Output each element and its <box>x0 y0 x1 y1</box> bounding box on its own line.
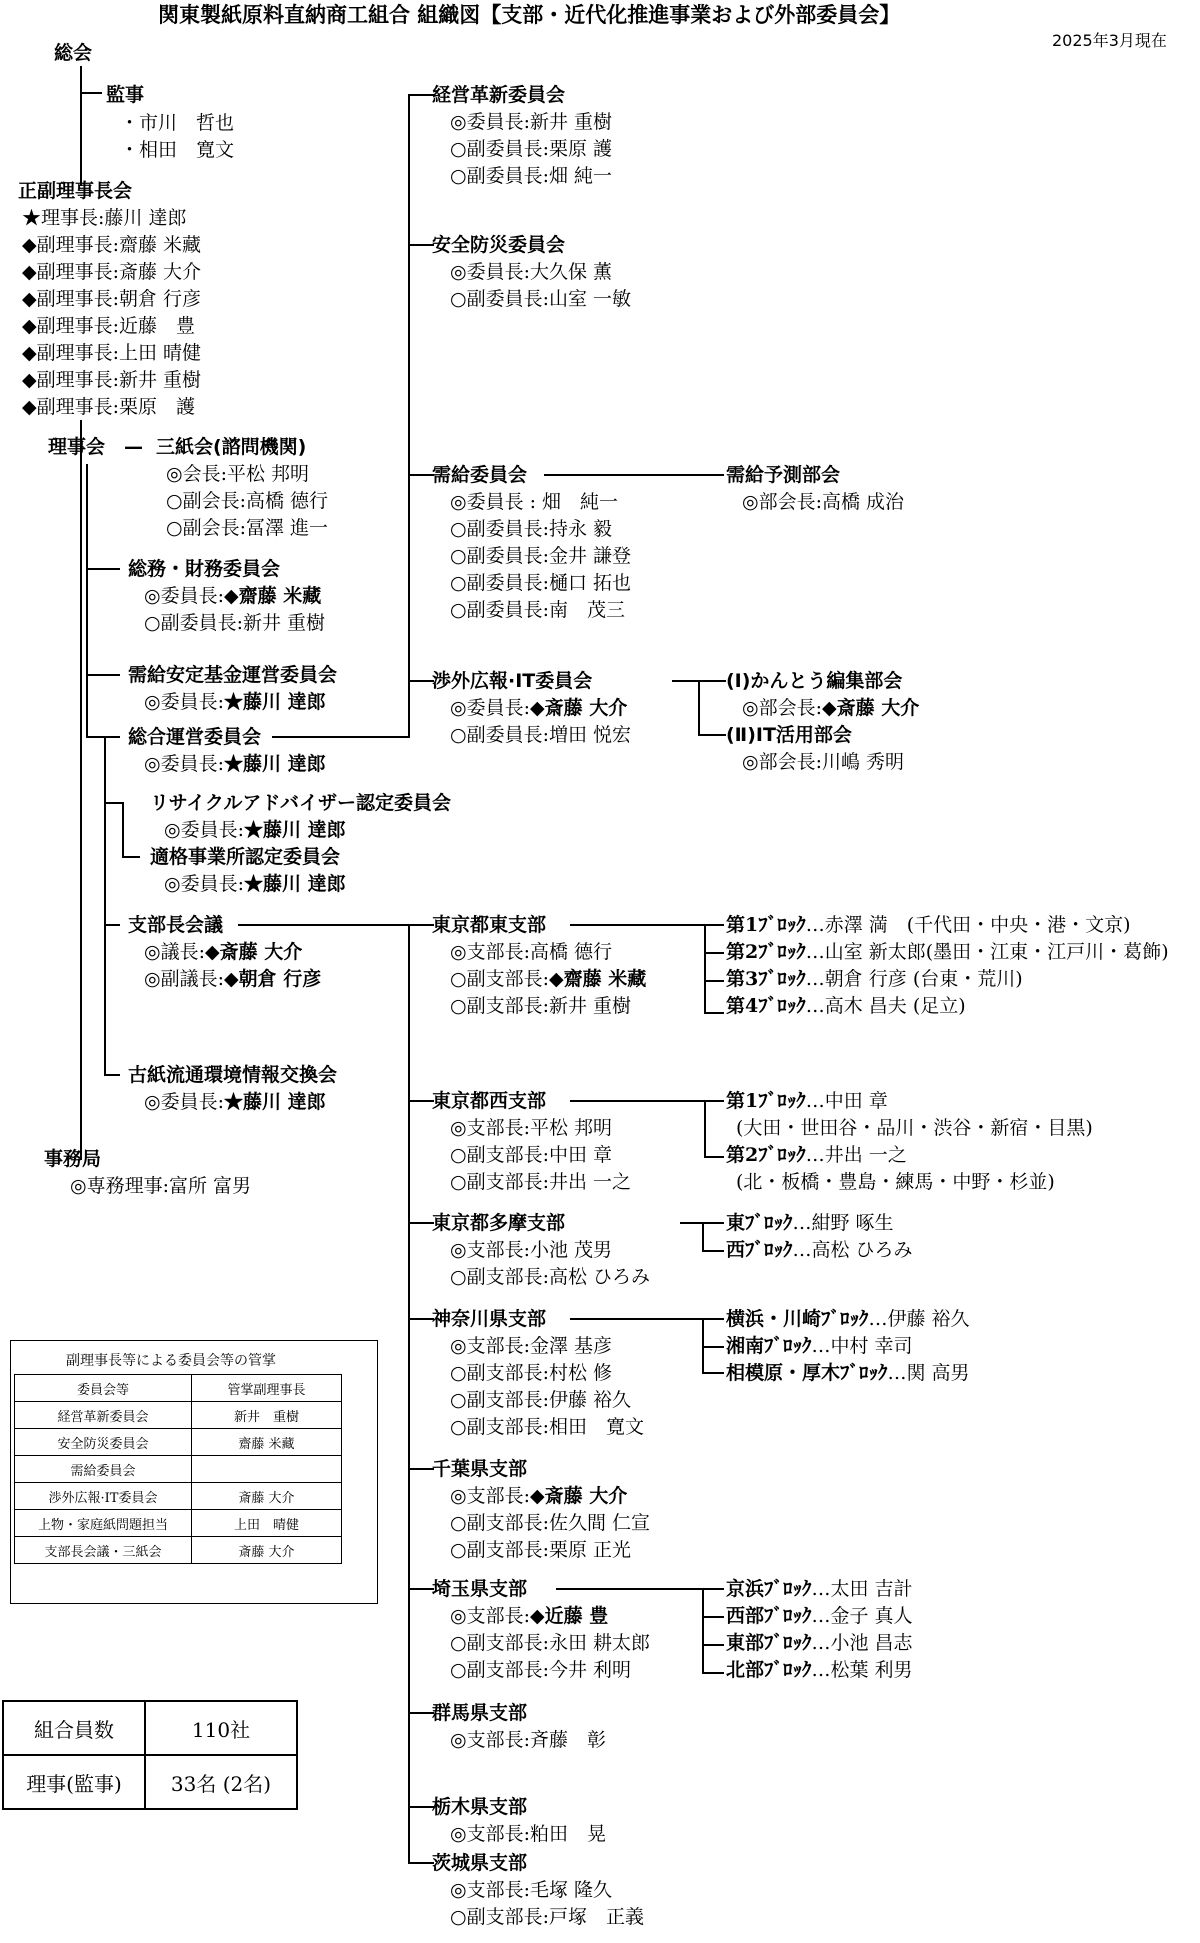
table-row <box>15 1429 342 1456</box>
trunk-line-upper <box>80 66 82 186</box>
counts-table <box>2 1700 298 1810</box>
shibucho-to-branches-line <box>238 924 434 926</box>
branch-saitama-member: ○副支部長:今井 利明 <box>450 1659 632 1681</box>
block-entry: 横浜・川崎ﾌﾞﾛｯｸ…伊藤 裕久 <box>726 1308 970 1330</box>
sanshi-member: ○副会長:冨澤 進一 <box>166 517 329 539</box>
chiba-branch-line <box>408 1468 434 1470</box>
trunk-line-lower <box>80 420 82 1160</box>
branch-higashi-vice: ○副支部長:◆齋藤 米藏 <box>450 968 647 990</box>
saitama-block3-line <box>702 1644 724 1646</box>
gunma-branch-line <box>408 1712 434 1714</box>
block-entry: 東部ﾌﾞﾛｯｸ…小池 昌志 <box>726 1632 913 1654</box>
saitama-branch-line <box>408 1588 434 1590</box>
shogai-chair: ◎委員長:◆斎藤 大介 <box>450 697 628 719</box>
sogo-branch-line <box>86 736 120 738</box>
branch-kanagawa-title: 神奈川県支部 <box>432 1308 547 1330</box>
it-branch-line <box>698 734 726 736</box>
branch-saitama-member: ○副支部長:永田 耕太郎 <box>450 1632 651 1654</box>
shibucho-chair: ◎議長:◆斎藤 大介 <box>144 941 303 963</box>
block-entry: 第1ﾌﾞﾛｯｸ…中田 章 <box>726 1090 888 1112</box>
somu-vice: ○副委員長:新井 重樹 <box>144 612 326 634</box>
block-area: (大田・世田谷・品川・渋谷・新宿・目黒) <box>736 1117 1093 1139</box>
branch-higashi-member: ◎支部長:高橋 德行 <box>450 941 613 963</box>
branch-ibaraki-member: ◎支部長:毛塚 隆久 <box>450 1879 613 1901</box>
branch-ibaraki-member: ○副支部長:戸塚 正義 <box>450 1906 644 1928</box>
page-title: 関東製紙原料直納商工組合 組織図【支部・近代化推進事業および外部委員会】 <box>158 3 901 27</box>
jukyu-member: ○副委員長:樋口 拓也 <box>450 572 632 594</box>
table-cell <box>192 1456 342 1483</box>
higashi-block-line <box>570 924 724 926</box>
jukyu-antei-title: 需給安定基金運営委員会 <box>128 664 338 686</box>
branch-nishi-title: 東京都西支部 <box>432 1090 547 1112</box>
riji-trunk-line <box>86 464 88 738</box>
saitama-block-trunk <box>702 1588 704 1674</box>
kanagawa-block3-line <box>702 1372 724 1374</box>
table-header-row <box>15 1375 342 1402</box>
shogai-title: 渉外広報·IT委員会 <box>432 670 593 692</box>
koshi-chair: ◎委員長:★藤川 達郎 <box>144 1091 326 1113</box>
table-cell: 斎藤 大介 <box>192 1537 342 1564</box>
branch-ibaraki-title: 茨城県支部 <box>432 1852 528 1874</box>
recycle-link-line <box>104 802 122 804</box>
yosoku-title: 需給予測部会 <box>726 464 841 486</box>
shogai-sub-line <box>698 680 700 734</box>
yosoku-member: ◎部会長:高橋 成治 <box>742 491 905 513</box>
block-entry: 第1ﾌﾞﾛｯｸ…赤澤 満 (千代田・中央・港・文京) <box>726 914 1131 936</box>
branch-kanagawa-member: ○副支部長:伊藤 裕久 <box>450 1389 632 1411</box>
tekikaku-branch-line <box>122 856 140 858</box>
sanshi-member: ○副会長:高橋 德行 <box>166 490 329 512</box>
kanagawa-block-line <box>570 1318 724 1320</box>
recycle-chair: ◎委員長:★藤川 達郎 <box>164 819 346 841</box>
counts-label: 組合員数 <box>3 1701 145 1755</box>
somu-branch-line <box>86 568 120 570</box>
higashi-block3-line <box>704 980 724 982</box>
branch-tama-member: ○副支部長:高松 ひろみ <box>450 1266 651 1288</box>
branches-trunk-line <box>408 924 410 1864</box>
jukyu-branch-line <box>408 474 434 476</box>
tochigi-branch-line <box>408 1806 434 1808</box>
keiei-branch-line <box>408 94 434 96</box>
kantou-title: (Ⅰ)かんとう編集部会 <box>726 670 903 692</box>
anzen-member: ◎委員長:大久保 薫 <box>450 261 613 283</box>
block-entry: 東ﾌﾞﾛｯｸ…紺野 啄生 <box>726 1212 894 1234</box>
recycle-title: リサイクルアドバイザー認定委員会 <box>150 792 451 814</box>
sogo-chair: ◎委員長:★藤川 達郎 <box>144 753 326 775</box>
table-cell: 経営革新委員会 <box>15 1402 192 1429</box>
block-area: (北・板橋・豊島・練馬・中野・杉並) <box>736 1171 1055 1193</box>
table-cell: 支部長会議・三紙会 <box>15 1537 192 1564</box>
tekikaku-chair: ◎委員長:★藤川 達郎 <box>164 873 346 895</box>
sanshi-title: 三紙会(諮問機関) <box>156 436 307 458</box>
middle-trunk-line <box>408 94 410 738</box>
table-row <box>15 1456 342 1483</box>
kanji-branch-line <box>80 92 102 94</box>
branch-tama-title: 東京都多摩支部 <box>432 1212 566 1234</box>
counts-label: 理事(監事) <box>3 1755 145 1809</box>
somu-chair: ◎委員長:◆齋藤 米藏 <box>144 585 322 607</box>
jukyu-to-yosoku-line <box>544 474 724 476</box>
table-cell: 斎藤 大介 <box>192 1483 342 1510</box>
table-header-cell: 委員会等 <box>15 1375 192 1402</box>
counts-value: 110社 <box>145 1701 297 1755</box>
table-row <box>15 1402 342 1429</box>
branch-nishi-member: ◎支部長:平松 邦明 <box>450 1117 613 1139</box>
table-cell: 上田 晴健 <box>192 1510 342 1537</box>
jukyu-antei-branch-line <box>86 674 120 676</box>
ibaraki-branch-line <box>408 1862 434 1864</box>
branch-tochigi-member: ◎支部長:粕田 晃 <box>450 1823 606 1845</box>
table-cell: 上物・家庭紙問題担当 <box>15 1510 192 1537</box>
anzen-branch-line <box>408 244 434 246</box>
management-caption: 副理事長等による委員会等の管掌 <box>66 1353 276 1369</box>
seifuku-member: ◆副理事長:新井 重樹 <box>22 369 202 391</box>
sokai-label: 総会 <box>54 42 93 64</box>
keiei-member: ○副委員長:栗原 護 <box>450 138 613 160</box>
table-row <box>15 1483 342 1510</box>
branch-saitama-chief: ◎支部長:◆近藤 豊 <box>450 1605 609 1627</box>
saitama-block2-line <box>702 1616 724 1618</box>
rijikai-title: 理事会 <box>48 436 106 458</box>
rijikai-dash: — <box>124 436 143 458</box>
kanji-member: ・相田 寛文 <box>120 139 235 161</box>
block-entry: 第3ﾌﾞﾛｯｸ…朝倉 行彦 (台東・荒川) <box>726 968 1023 990</box>
seifuku-title: 正副理事長会 <box>18 180 133 202</box>
branch-higashi-title: 東京都東支部 <box>432 914 547 936</box>
branch-tama-member: ◎支部長:小池 茂男 <box>450 1239 613 1261</box>
seifuku-member: ◆副理事長:近藤 豊 <box>22 315 196 337</box>
shibucho-vice: ◎副議長:◆朝倉 行彦 <box>144 968 322 990</box>
higashi-block4-line <box>704 1012 724 1014</box>
sanshi-member: ◎会長:平松 邦明 <box>166 463 310 485</box>
branch-kanagawa-member: ○副支部長:村松 修 <box>450 1362 613 1384</box>
seifuku-member: ◆副理事長:斎藤 大介 <box>22 261 202 283</box>
table-cell: 需給委員会 <box>15 1456 192 1483</box>
seifuku-member: ◆副理事長:齋藤 米藏 <box>22 234 202 256</box>
nishi-branch-line <box>408 1100 434 1102</box>
sogo-to-middle-line <box>272 736 410 738</box>
jukyu-member: ○副委員長:持永 毅 <box>450 518 613 540</box>
tama-branch-line <box>408 1222 434 1224</box>
koshi-title: 古紙流通環境情報交換会 <box>128 1064 338 1086</box>
branch-chiba-title: 千葉県支部 <box>432 1458 528 1480</box>
shogai-vice: ○副委員長:増田 悦宏 <box>450 724 632 746</box>
kanagawa-branch-line <box>408 1318 434 1320</box>
jukyu-member: ○副委員長:金井 謙登 <box>450 545 632 567</box>
jukyu-antei-chair: ◎委員長:★藤川 達郎 <box>144 691 326 713</box>
nishi-block2-line <box>704 1156 724 1158</box>
keiei-member: ◎委員長:新井 重樹 <box>450 111 613 133</box>
kantou-member: ◎部会長:◆斎藤 大介 <box>742 697 920 719</box>
table-cell: 渉外広報·IT委員会 <box>15 1483 192 1510</box>
seifuku-member: ★理事長:藤川 達郎 <box>22 207 187 229</box>
somu-title: 総務・財務委員会 <box>128 558 281 580</box>
management-table <box>14 1374 342 1564</box>
jimukyoku-title: 事務局 <box>44 1148 102 1170</box>
kanji-member: ・市川 哲也 <box>120 112 235 134</box>
counts-value: 33名 (2名) <box>145 1755 297 1809</box>
tama-block-trunk <box>702 1222 704 1252</box>
shogai-branch-line <box>408 680 434 682</box>
recycle-sub-line <box>122 802 124 856</box>
it-title: (Ⅱ)IT活用部会 <box>726 724 852 746</box>
jimukyoku-member: ◎専務理事:富所 富男 <box>70 1175 252 1197</box>
branch-nishi-member: ○副支部長:中田 章 <box>450 1144 613 1166</box>
it-member: ◎部会長:川嶋 秀明 <box>742 751 905 773</box>
block-entry: 北部ﾌﾞﾛｯｸ…松葉 利男 <box>726 1659 913 1681</box>
anzen-member: ○副委員長:山室 一敏 <box>450 288 632 310</box>
branch-chiba-member: ○副支部長:栗原 正光 <box>450 1539 632 1561</box>
branch-chiba-member: ○副支部長:佐久間 仁宣 <box>450 1512 651 1534</box>
branch-nishi-member: ○副支部長:井出 一之 <box>450 1171 632 1193</box>
table-header-cell: 管掌副理事長 <box>192 1375 342 1402</box>
tama-block2-line <box>702 1250 724 1252</box>
table-cell: 安全防災委員会 <box>15 1429 192 1456</box>
block-entry: 第4ﾌﾞﾛｯｸ…高木 昌夫 (足立) <box>726 995 966 1017</box>
nishi-block-trunk <box>704 1100 706 1158</box>
koshi-branch-line <box>104 1074 120 1076</box>
keiei-member: ○副委員長:畑 純一 <box>450 165 613 187</box>
nishi-block-line <box>570 1100 724 1102</box>
block-entry: 第2ﾌﾞﾛｯｸ…井出 一之 <box>726 1144 907 1166</box>
block-entry: 西部ﾌﾞﾛｯｸ…金子 真人 <box>726 1605 913 1627</box>
shibucho-branch-line <box>104 924 120 926</box>
table-row <box>15 1537 342 1564</box>
anzen-title: 安全防災委員会 <box>432 234 566 256</box>
branch-kanagawa-member: ◎支部長:金澤 基彦 <box>450 1335 613 1357</box>
block-entry: 第2ﾌﾞﾛｯｸ…山室 新太郎(墨田・江東・江戸川・葛飾) <box>726 941 1169 963</box>
seifuku-member: ◆副理事長:上田 晴健 <box>22 342 202 364</box>
table-row <box>3 1701 297 1755</box>
branch-gunma-title: 群馬県支部 <box>432 1702 528 1724</box>
kanji-title: 監事 <box>106 84 145 106</box>
higashi-block-trunk <box>704 924 706 1014</box>
jukyu-member: ◎委員長 : 畑 純一 <box>450 491 619 513</box>
jukyu-member: ○副委員長:南 茂三 <box>450 599 625 621</box>
sogo-sub-trunk-line <box>104 736 106 1074</box>
saitama-block4-line <box>702 1672 724 1674</box>
block-entry: 西ﾌﾞﾛｯｸ…高松 ひろみ <box>726 1239 913 1261</box>
saitama-block-line <box>556 1588 724 1590</box>
higashi-block2-line <box>704 952 724 954</box>
shibucho-title: 支部長会議 <box>128 914 224 936</box>
sogo-title: 総合運営委員会 <box>128 726 262 748</box>
table-row <box>3 1755 297 1809</box>
branch-tochigi-title: 栃木県支部 <box>432 1796 528 1818</box>
table-cell: 齋藤 米藏 <box>192 1429 342 1456</box>
date-label: 2025年3月現在 <box>1052 31 1167 50</box>
table-cell: 新井 重樹 <box>192 1402 342 1429</box>
block-entry: 京浜ﾌﾞﾛｯｸ…太田 吉計 <box>726 1578 913 1600</box>
keiei-title: 経営革新委員会 <box>432 84 566 106</box>
table-row <box>15 1510 342 1537</box>
jukyu-title: 需給委員会 <box>432 464 528 486</box>
branch-gunma-member: ◎支部長:斉藤 彰 <box>450 1729 606 1751</box>
tekikaku-title: 適格事業所認定委員会 <box>150 846 341 868</box>
block-entry: 相模原・厚木ﾌﾞﾛｯｸ…関 高男 <box>726 1362 970 1384</box>
branch-saitama-title: 埼玉県支部 <box>432 1578 528 1600</box>
seifuku-member: ◆副理事長:朝倉 行彦 <box>22 288 202 310</box>
seifuku-member: ◆副理事長:栗原 護 <box>22 396 196 418</box>
kanagawa-block2-line <box>702 1346 724 1348</box>
branch-kanagawa-member: ○副支部長:相田 寛文 <box>450 1416 644 1438</box>
branch-chiba-chief: ◎支部長:◆斎藤 大介 <box>450 1485 628 1507</box>
block-entry: 湘南ﾌﾞﾛｯｸ…中村 幸司 <box>726 1335 913 1357</box>
branch-higashi-member: ○副支部長:新井 重樹 <box>450 995 632 1017</box>
